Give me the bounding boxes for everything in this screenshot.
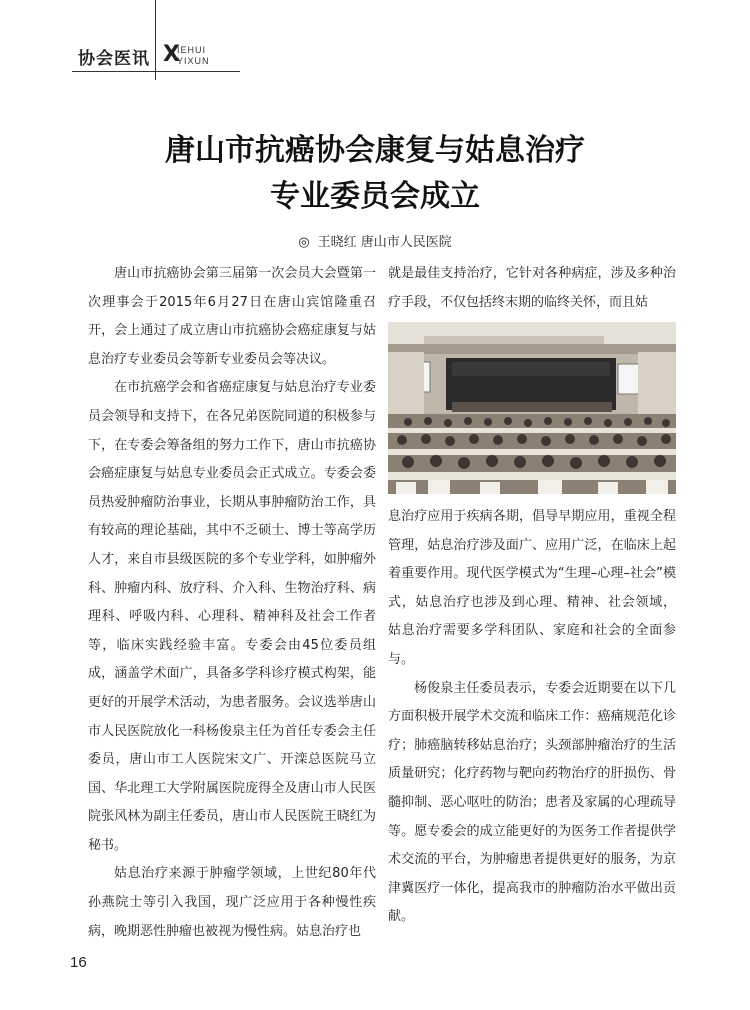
paragraph: 姑息治疗来源于肿瘤学领域，上世纪80年代孙燕院士等引入我国，现广泛应用于各种慢性疾病，晚期恶性肿瘤也被视为慢性病。姑息治疗也 <box>88 866 376 939</box>
page-number: 16 <box>70 954 87 971</box>
paragraph: 唐山市抗癌协会第三届第一次会员大会暨第一次理事会于2015年6月27日在唐山宾馆隆重召开，会上通过了成立唐山市抗癌协会癌症康复与姑息治疗专业委员会等新专业委员会等决议。 <box>88 266 376 367</box>
paragraph: 在市抗癌学会和省癌症康复与姑息治疗专业委员会领导和支持下，在各兄弟医院同道的积极参与下，在专委会筹备组的努力工作下，唐山市抗癌协会癌症康复与姑息专业委员会正式成立。专委会委员热爱肿瘤防治事业，长期从事肿瘤防治工作，具有较高的理论基础，其中不乏硕士、博士等高学历人才，来自市县级医院的多个专业学科，如肿瘤外科、肿瘤内科、放疗科、介入科、生物治疗科、病理科、呼吸内科、心理科、精神科及社会工作者等，临床实践经验丰富。专委会由45位委员组成，涵盖学术面广，具备多学科诊疗模式构架，能更好的开展学术活动，为患者服务。会议选举唐山市人民医院放化一科杨俊泉主任为首任专委会主任委员，唐山市工人医院宋文广、开滦总医院马立国、华北理工大学附属医院庞得全及唐山市人民医院张风林为副主任委员，唐山市人民医院王晓红为秘书。 <box>88 380 376 853</box>
left-column <box>88 260 376 946</box>
byline-author: 王晓红 唐山市人民医院 <box>317 235 452 250</box>
paragraph-continued: 息治疗应用于疾病各期，倡导早期应用，重视全程管理，姑息治疗涉及面广、应用广泛，在临床上起着重要作用。现代医学模式为“生理–心理–社会”模式，姑息治疗也涉及到心理、精神、社会领域， 姑息治疗需要多学科团队、家庭和社会的全面参与。 <box>388 509 676 667</box>
title-line-2: 专业委员会成立 <box>270 179 480 214</box>
paragraph: 杨俊泉主任委员表示，专委会近期要在以下几方面积极开展学术交流和临床工作：癌痛规范化诊疗；肺癌脑转移姑息治疗；头颈部肿瘤治疗的生活质量研究；化疗药物与靶向药物治疗的肝损伤、骨髓抑制、恶心呕吐的防治；患者及家属的心理疏导等。愿专委会的成立能更好的为医务工作者提供学术交流的平台，为肿瘤患者提供更好的服务，为京津冀医疗一体化，提高我市的肿瘤防治水平做出贡献。 <box>388 680 676 925</box>
meeting-hall-illustration <box>388 322 676 494</box>
article-byline <box>75 231 675 250</box>
section-pinyin-line1: IEHUI <box>177 45 207 55</box>
byline-mark: ◎ <box>298 235 310 250</box>
section-logo-letter: X <box>163 42 180 67</box>
header-divider-horizontal <box>72 71 240 72</box>
paragraph-continued: 就是最佳支持治疗，它针对各种病症，涉及多种治疗手段，不仅包括终末期的临终关怀，而且姑 <box>388 266 676 310</box>
section-pinyin-line2: YIXUN <box>177 56 210 66</box>
section-name: 协会医讯 <box>78 49 150 69</box>
meeting-photo <box>388 322 676 494</box>
right-column-top <box>388 260 676 317</box>
page-header <box>0 0 750 80</box>
right-column-bottom <box>388 503 676 932</box>
header-divider-vertical <box>155 0 156 80</box>
article-title <box>75 128 675 220</box>
title-line-1: 唐山市抗癌协会康复与姑息治疗 <box>165 133 585 168</box>
